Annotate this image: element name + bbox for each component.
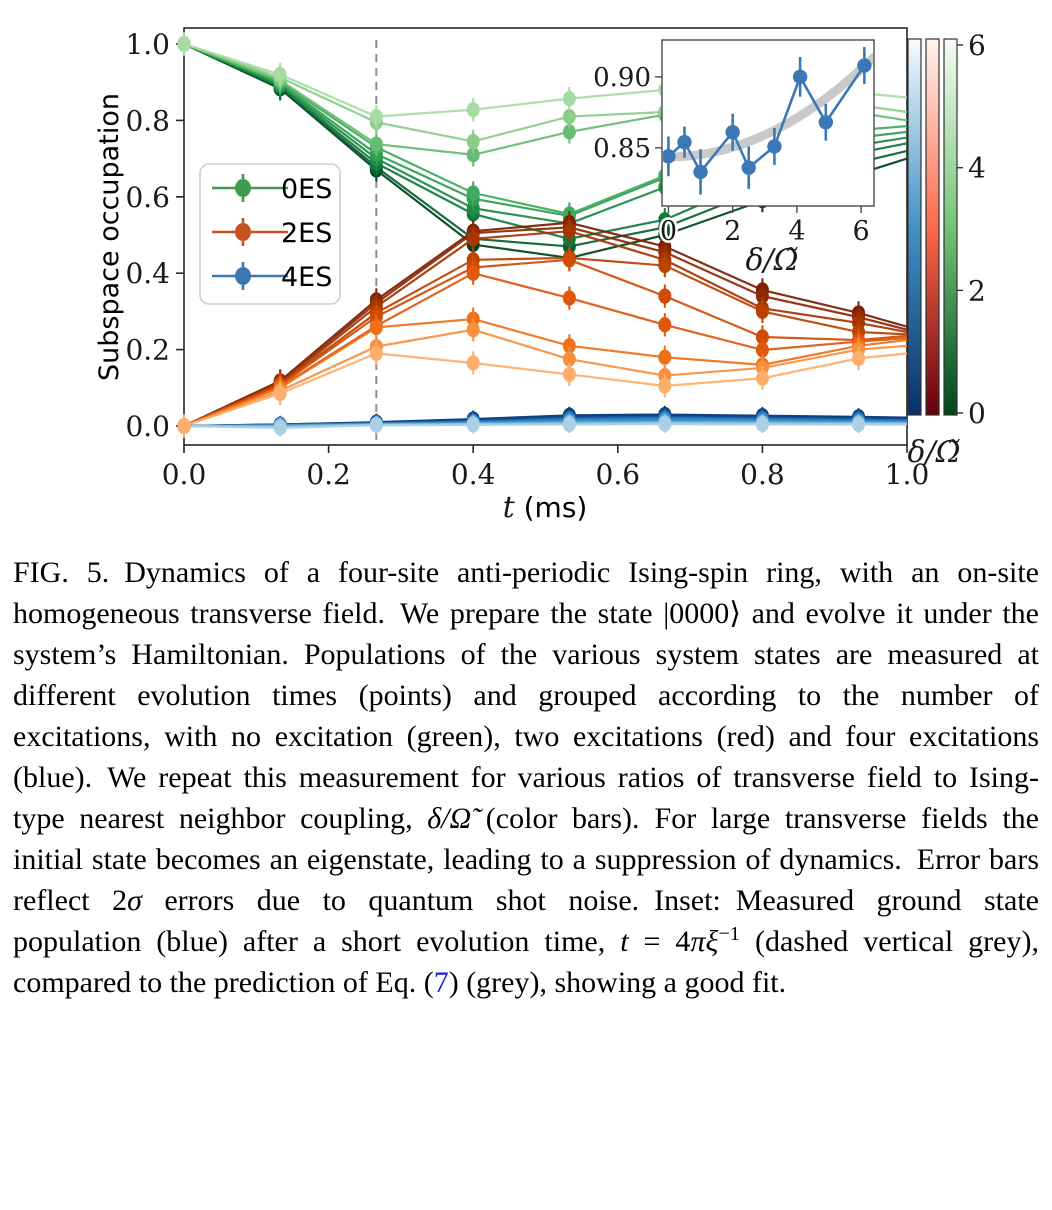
legend-marker (235, 267, 251, 285)
data-point-0ES (370, 136, 383, 151)
caption-segment-11: ) (grey), showing a good fit. (448, 966, 787, 999)
data-point-2ES (370, 320, 383, 335)
data-point-2ES (658, 258, 671, 273)
caption-segment-4: errors due to quantum shot noise. Inset: Measured ground state population (blue) after a short evolution time, (13, 884, 1039, 958)
data-point-2ES (563, 367, 576, 382)
colorbar-tick-label: 4 (968, 151, 986, 185)
colorbar-green-0ES (944, 39, 957, 415)
data-point-2ES (563, 252, 576, 267)
y-tick-label: 0.4 (125, 257, 170, 291)
x-axis-label: t (ms) (502, 490, 588, 525)
inset-y-tick-label: 0.85 (593, 133, 651, 164)
data-point-4ES (563, 417, 576, 432)
inset-x-tick-label: 2 (724, 216, 742, 247)
data-point-2ES (563, 224, 576, 239)
legend-marker (235, 179, 251, 197)
data-point-2ES (852, 351, 865, 366)
data-point-2ES (178, 418, 191, 433)
data-point-4ES (852, 417, 865, 432)
data-point-0ES (370, 109, 383, 124)
inset-x-tick-label: 4 (788, 216, 806, 247)
caption-segment-3: σ (127, 884, 142, 917)
caption-segment-5: t (620, 925, 629, 958)
inset-x-tick-label: 6 (852, 216, 870, 247)
figure-5 (0, 0, 1052, 552)
data-point-2ES (467, 322, 480, 337)
y-tick-label: 0.6 (125, 180, 170, 214)
data-point-2ES (658, 317, 671, 332)
inset-data-point (793, 70, 807, 84)
y-tick-label: 0.0 (125, 410, 170, 443)
inset-x-tick-label: 0 (659, 216, 678, 247)
inset-data-point (677, 135, 691, 149)
data-point-4ES (370, 418, 383, 433)
data-point-0ES (178, 36, 191, 51)
data-point-0ES (467, 134, 480, 149)
inset-data-point (767, 139, 781, 153)
data-point-2ES (658, 350, 671, 365)
data-point-0ES (274, 67, 287, 82)
caption-segment-1: δ/Ω̃ (427, 802, 472, 835)
data-point-4ES (756, 417, 769, 432)
data-point-2ES (563, 290, 576, 305)
data-point-2ES (658, 289, 671, 304)
caption-segment-6: = 4 (628, 925, 691, 958)
inset-data-point (819, 115, 833, 129)
caption-segment-0: FIG. 5. Dynamics of a four-site anti-periodic Ising-spin ring, with an on-site homogeneous transverse field. We prepare the state |0000⟩ and evolve it under the system’s Hamiltonian. Populations of the various system states are measured at different evolution times (points) and grouped according to the number of excitations, with no excitation (green), two excitations (red) and four excitations (blue). We repeat this measurement for various ratios of transverse field to Ising-type nearest neighbor coupling, (13, 556, 1039, 835)
legend-marker (235, 223, 251, 241)
data-point-2ES (467, 231, 480, 246)
y-axis-label: Subspace occupation (94, 93, 125, 381)
data-point-2ES (274, 386, 287, 401)
x-tick-label: 0.6 (595, 458, 641, 491)
x-tick-label: 0.0 (161, 458, 207, 491)
data-point-4ES (274, 420, 287, 435)
inset-bg (662, 40, 874, 206)
data-point-0ES (467, 185, 480, 200)
colorbar-tick-label: 2 (968, 274, 986, 308)
data-point-0ES (563, 91, 576, 106)
x-tick-label: 0.8 (740, 458, 785, 491)
inset-data-point (693, 165, 707, 179)
caption-segment-9: (dashed vertical grey), compared to the prediction of Eq. ( (13, 925, 1039, 999)
caption-segment-2: (color bars). For large transverse fields the initial state becomes an eigenstate, leading to a suppression of dynamics. Error bars reflect 2 (13, 802, 1039, 917)
caption-segment-8: −1 (718, 923, 741, 945)
legend-label: 0ES (281, 174, 333, 205)
inset-x-axis-label: δ/Ω̃ (745, 243, 799, 278)
colorbar-tick-label: 6 (968, 29, 986, 62)
data-point-2ES (467, 266, 480, 281)
legend-label: 4ES (281, 262, 333, 293)
inset-data-point (857, 58, 871, 72)
data-point-0ES (467, 102, 480, 117)
figure-5-canvas (0, 0, 1052, 552)
colorbar-label: δ/Ω̃ (907, 435, 961, 470)
y-tick-label: 0.8 (125, 104, 170, 138)
colorbar-tick-label: 0 (968, 397, 986, 430)
data-point-4ES (658, 416, 671, 431)
data-point-2ES (467, 355, 480, 370)
data-point-0ES (563, 109, 576, 124)
y-tick-label: 1.0 (125, 28, 170, 61)
data-point-2ES (370, 346, 383, 361)
x-tick-label: 0.2 (306, 458, 351, 491)
inset-data-point (742, 160, 756, 174)
figure-caption (13, 552, 1039, 1003)
legend-label: 2ES (281, 218, 333, 249)
inset-data-point (725, 125, 739, 139)
caption-segment-10[interactable]: 7 (433, 966, 449, 999)
inset-y-tick-label: 0.90 (593, 62, 651, 93)
colorbar-red-2ES (926, 39, 939, 415)
data-point-2ES (658, 378, 671, 393)
inset-data-point (661, 149, 675, 163)
caption-segment-7: πξ (690, 925, 719, 958)
x-tick-label: 0.4 (450, 458, 496, 491)
colorbar-blue-4ES (908, 39, 921, 415)
data-point-2ES (756, 304, 769, 319)
data-point-4ES (467, 417, 480, 432)
data-point-2ES (756, 371, 769, 386)
y-tick-label: 0.2 (125, 333, 170, 367)
x-tick-label: 1.0 (884, 458, 930, 491)
